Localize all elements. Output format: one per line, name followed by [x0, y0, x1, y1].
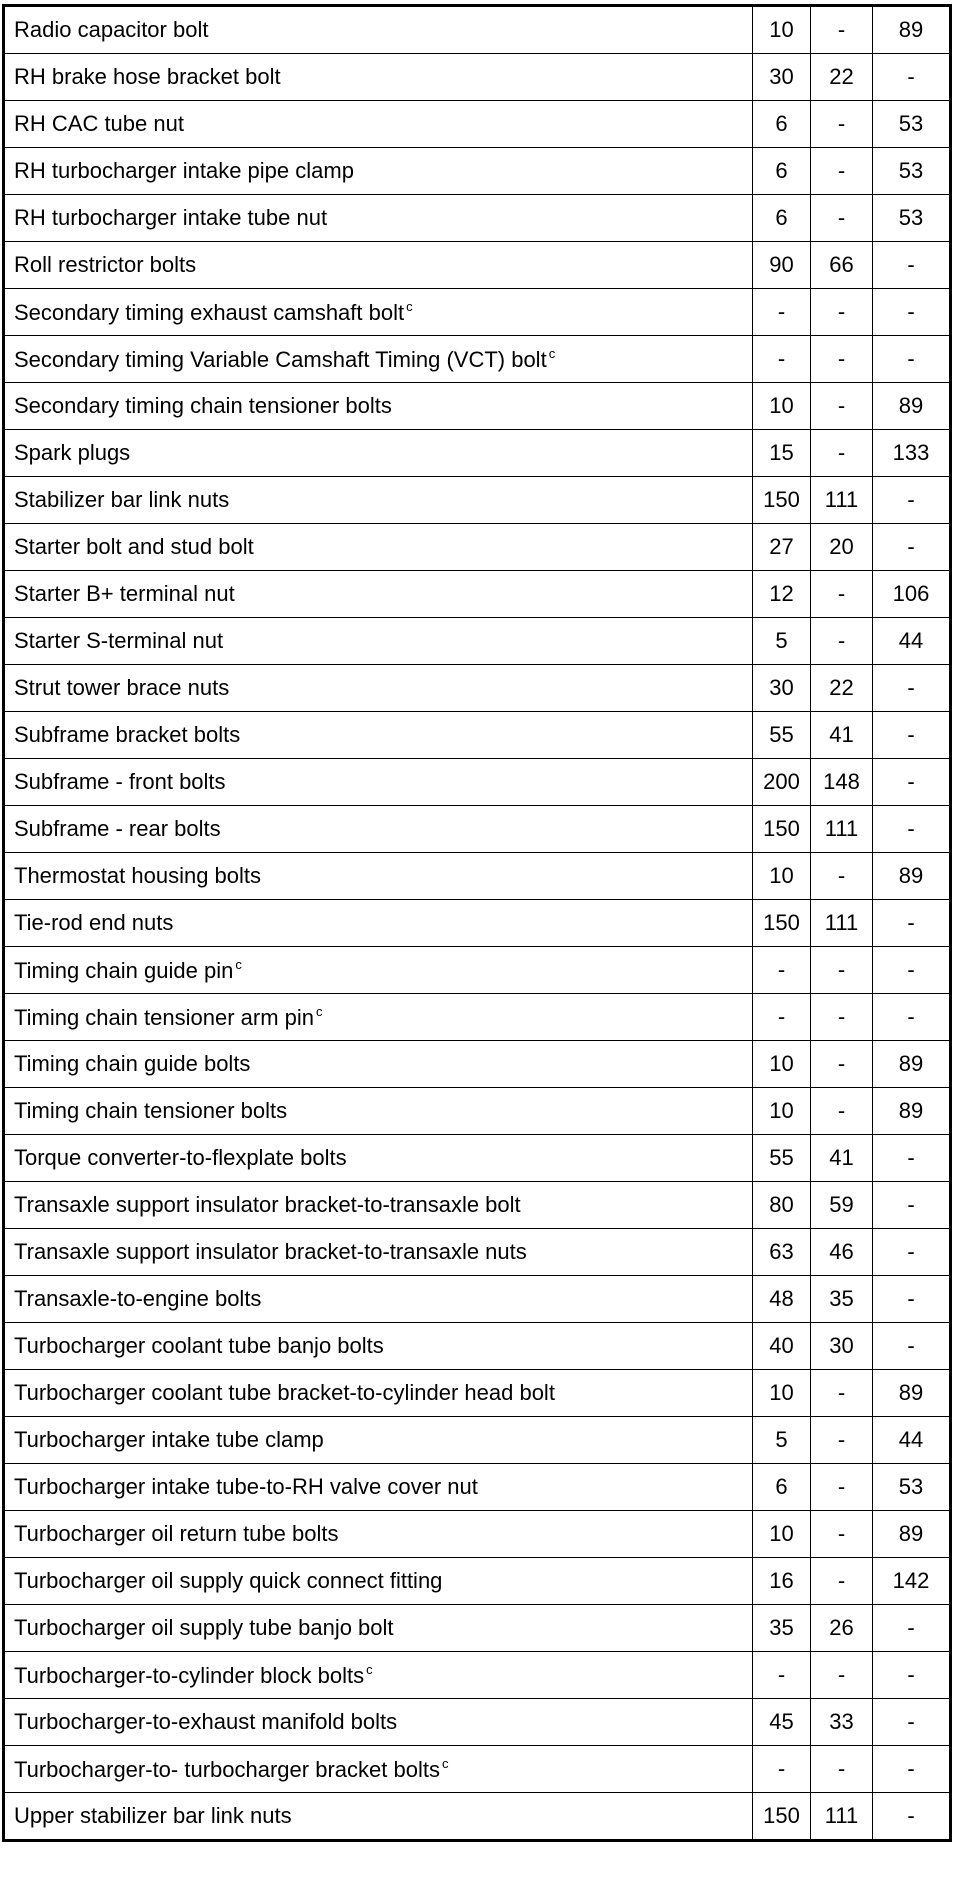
table-row — [4, 712, 951, 759]
component-name: Starter bolt and stud bolt — [14, 534, 254, 559]
torque-lbft-cell: - — [811, 994, 873, 1041]
component-cell — [4, 853, 753, 900]
torque-nm-cell: 55 — [753, 712, 811, 759]
component-cell — [4, 1464, 753, 1511]
torque-lbft-cell: - — [811, 383, 873, 430]
torque-nm-cell: 150 — [753, 806, 811, 853]
component-cell — [4, 618, 753, 665]
torque-lbft-cell: - — [811, 1088, 873, 1135]
component-name: Secondary timing Variable Camshaft Timing (VCT) bolt — [14, 347, 547, 372]
torque-lbin-cell: 106 — [873, 571, 951, 618]
component-cell — [4, 759, 753, 806]
torque-lbin-cell: - — [873, 1652, 951, 1699]
table-row — [4, 994, 951, 1041]
torque-nm-cell: 15 — [753, 430, 811, 477]
torque-nm-cell: 90 — [753, 242, 811, 289]
component-name: Tie-rod end nuts — [14, 910, 174, 935]
component-cell — [4, 1511, 753, 1558]
torque-lbft-cell: - — [811, 571, 873, 618]
torque-lbin-cell: - — [873, 759, 951, 806]
component-name: Starter B+ terminal nut — [14, 581, 235, 606]
torque-lbin-cell: - — [873, 524, 951, 571]
table-row — [4, 54, 951, 101]
table-row — [4, 1276, 951, 1323]
torque-lbft-cell: - — [811, 336, 873, 383]
table-row — [4, 1088, 951, 1135]
component-name: Subframe - front bolts — [14, 769, 226, 794]
torque-lbft-cell: 41 — [811, 1135, 873, 1182]
table-row — [4, 900, 951, 947]
component-cell — [4, 101, 753, 148]
component-name: Torque converter-to-flexplate bolts — [14, 1145, 347, 1170]
torque-lbin-cell: - — [873, 336, 951, 383]
torque-lbft-cell: 33 — [811, 1699, 873, 1746]
torque-lbft-cell: - — [811, 195, 873, 242]
torque-nm-cell: 30 — [753, 54, 811, 101]
torque-lbft-cell: - — [811, 1652, 873, 1699]
torque-lbft-cell: - — [811, 430, 873, 477]
torque-lbft-cell: - — [811, 1558, 873, 1605]
component-name: RH turbocharger intake pipe clamp — [14, 158, 354, 183]
torque-lbft-cell: 111 — [811, 477, 873, 524]
table-row — [4, 1558, 951, 1605]
torque-nm-cell: 80 — [753, 1182, 811, 1229]
torque-nm-cell: 6 — [753, 101, 811, 148]
torque-lbin-cell: - — [873, 54, 951, 101]
torque-nm-cell: 10 — [753, 383, 811, 430]
component-cell — [4, 1417, 753, 1464]
torque-lbft-cell: 111 — [811, 1793, 873, 1841]
torque-lbft-cell: - — [811, 1746, 873, 1793]
component-cell — [4, 900, 753, 947]
table-row — [4, 618, 951, 665]
torque-lbft-cell: - — [811, 947, 873, 994]
torque-lbin-cell: - — [873, 665, 951, 712]
torque-lbft-cell: - — [811, 1511, 873, 1558]
component-name: Radio capacitor bolt — [14, 17, 209, 42]
component-name: Transaxle-to-engine bolts — [14, 1286, 262, 1311]
torque-nm-cell: 150 — [753, 900, 811, 947]
torque-lbin-cell: 44 — [873, 1417, 951, 1464]
torque-lbft-cell: 20 — [811, 524, 873, 571]
component-name: Turbocharger oil supply tube banjo bolt — [14, 1615, 394, 1640]
component-name: Turbocharger-to-cylinder block bolts — [14, 1663, 365, 1688]
torque-lbin-cell: - — [873, 242, 951, 289]
table-row — [4, 6, 951, 54]
table-row — [4, 1417, 951, 1464]
torque-lbin-cell: 53 — [873, 101, 951, 148]
component-cell — [4, 712, 753, 759]
table-row — [4, 242, 951, 289]
component-cell — [4, 54, 753, 101]
component-cell — [4, 524, 753, 571]
component-name: Timing chain guide pin — [14, 958, 234, 983]
torque-nm-cell: - — [753, 994, 811, 1041]
torque-nm-cell: 5 — [753, 618, 811, 665]
component-cell — [4, 289, 753, 336]
component-name: Subframe bracket bolts — [14, 722, 241, 747]
table-row — [4, 1652, 951, 1699]
table-row — [4, 665, 951, 712]
torque-lbft-cell: - — [811, 289, 873, 336]
table-row — [4, 524, 951, 571]
table-row — [4, 430, 951, 477]
table-row — [4, 1370, 951, 1417]
component-name: Turbocharger-to- turbocharger bracket bolts — [14, 1757, 440, 1782]
torque-lbin-cell: - — [873, 1746, 951, 1793]
table-row — [4, 759, 951, 806]
component-cell — [4, 1229, 753, 1276]
component-cell — [4, 665, 753, 712]
torque-lbin-cell: - — [873, 1699, 951, 1746]
component-cell — [4, 1323, 753, 1370]
torque-lbft-cell: - — [811, 1370, 873, 1417]
torque-nm-cell: 10 — [753, 1511, 811, 1558]
torque-lbft-cell: 148 — [811, 759, 873, 806]
torque-nm-cell: 45 — [753, 1699, 811, 1746]
footnote-marker: c — [441, 1756, 449, 1771]
component-cell — [4, 1276, 753, 1323]
component-name: Subframe - rear bolts — [14, 816, 221, 841]
component-name: Turbocharger oil supply quick connect fitting — [14, 1568, 443, 1593]
torque-lbin-cell: - — [873, 1182, 951, 1229]
table-row — [4, 806, 951, 853]
torque-lbft-cell: 26 — [811, 1605, 873, 1652]
component-cell — [4, 148, 753, 195]
component-cell — [4, 1370, 753, 1417]
torque-nm-cell: 5 — [753, 1417, 811, 1464]
component-name: Upper stabilizer bar link nuts — [14, 1803, 292, 1828]
component-name: Thermostat housing bolts — [14, 863, 262, 888]
table-row — [4, 148, 951, 195]
torque-nm-cell: 10 — [753, 6, 811, 54]
component-name: Turbocharger coolant tube banjo bolts — [14, 1333, 384, 1358]
component-cell — [4, 1746, 753, 1793]
torque-lbin-cell: 53 — [873, 148, 951, 195]
component-cell — [4, 242, 753, 289]
torque-nm-cell: 55 — [753, 1135, 811, 1182]
component-cell — [4, 383, 753, 430]
torque-lbft-cell: - — [811, 1417, 873, 1464]
torque-nm-cell: 63 — [753, 1229, 811, 1276]
table-row — [4, 1699, 951, 1746]
torque-lbin-cell: 89 — [873, 853, 951, 900]
table-row — [4, 1229, 951, 1276]
component-cell — [4, 994, 753, 1041]
torque-nm-cell: 30 — [753, 665, 811, 712]
table-row — [4, 571, 951, 618]
component-cell — [4, 1652, 753, 1699]
torque-nm-cell: 10 — [753, 1088, 811, 1135]
torque-lbin-cell: 133 — [873, 430, 951, 477]
component-cell — [4, 571, 753, 618]
footnote-marker: c — [316, 1004, 323, 1019]
torque-lbft-cell: 22 — [811, 54, 873, 101]
torque-lbft-cell: 30 — [811, 1323, 873, 1370]
torque-nm-cell: - — [753, 289, 811, 336]
torque-lbft-cell: 46 — [811, 1229, 873, 1276]
table-row — [4, 1605, 951, 1652]
torque-nm-cell: 48 — [753, 1276, 811, 1323]
torque-lbin-cell: - — [873, 1229, 951, 1276]
torque-lbin-cell: - — [873, 806, 951, 853]
table-row — [4, 1135, 951, 1182]
torque-lbin-cell: - — [873, 1605, 951, 1652]
torque-spec-rows — [4, 6, 951, 1841]
table-row — [4, 101, 951, 148]
footnote-marker: c — [366, 1662, 373, 1677]
component-name: RH brake hose bracket bolt — [14, 64, 281, 89]
table-row — [4, 1511, 951, 1558]
table-row — [4, 1464, 951, 1511]
table-row — [4, 947, 951, 994]
torque-nm-cell: 10 — [753, 1370, 811, 1417]
component-cell — [4, 1135, 753, 1182]
component-cell — [4, 6, 753, 54]
component-name: Strut tower brace nuts — [14, 675, 230, 700]
torque-nm-cell: 200 — [753, 759, 811, 806]
torque-lbin-cell: - — [873, 1135, 951, 1182]
torque-lbft-cell: - — [811, 853, 873, 900]
component-name: Secondary timing chain tensioner bolts — [14, 393, 392, 418]
torque-nm-cell: 27 — [753, 524, 811, 571]
torque-lbft-cell: 41 — [811, 712, 873, 759]
torque-nm-cell: 6 — [753, 195, 811, 242]
table-row — [4, 477, 951, 524]
torque-lbft-cell: 111 — [811, 806, 873, 853]
component-cell — [4, 1182, 753, 1229]
torque-nm-cell: - — [753, 1652, 811, 1699]
torque-lbin-cell: - — [873, 994, 951, 1041]
torque-lbft-cell: 35 — [811, 1276, 873, 1323]
component-cell — [4, 1605, 753, 1652]
component-cell — [4, 1088, 753, 1135]
torque-lbin-cell: - — [873, 1793, 951, 1841]
component-name: Starter S-terminal nut — [14, 628, 224, 653]
component-name: Timing chain guide bolts — [14, 1051, 251, 1076]
torque-nm-cell: - — [753, 336, 811, 383]
torque-lbin-cell: - — [873, 712, 951, 759]
table-row — [4, 1323, 951, 1370]
component-name: Secondary timing exhaust camshaft bolt — [14, 300, 405, 325]
component-cell — [4, 806, 753, 853]
torque-lbin-cell: - — [873, 1276, 951, 1323]
component-name: Timing chain tensioner bolts — [14, 1098, 288, 1123]
torque-lbin-cell: 53 — [873, 195, 951, 242]
torque-lbin-cell: - — [873, 289, 951, 336]
torque-nm-cell: 150 — [753, 477, 811, 524]
component-name: Turbocharger coolant tube bracket-to-cylinder head bolt — [14, 1380, 555, 1405]
component-cell — [4, 195, 753, 242]
footnote-marker: c — [235, 957, 242, 972]
table-row — [4, 1182, 951, 1229]
torque-nm-cell: 10 — [753, 1041, 811, 1088]
torque-lbft-cell: - — [811, 1041, 873, 1088]
torque-nm-cell: 12 — [753, 571, 811, 618]
component-name: Timing chain tensioner arm pin — [14, 1005, 314, 1030]
torque-nm-cell: 35 — [753, 1605, 811, 1652]
torque-lbft-cell: 22 — [811, 665, 873, 712]
torque-nm-cell: 40 — [753, 1323, 811, 1370]
component-cell — [4, 1558, 753, 1605]
torque-lbin-cell: 89 — [873, 1511, 951, 1558]
footnote-marker: c — [548, 346, 556, 361]
torque-lbft-cell: 59 — [811, 1182, 873, 1229]
torque-nm-cell: 16 — [753, 1558, 811, 1605]
component-cell — [4, 1793, 753, 1841]
torque-nm-cell: 150 — [753, 1793, 811, 1841]
torque-lbin-cell: - — [873, 477, 951, 524]
component-name: Turbocharger-to-exhaust manifold bolts — [14, 1709, 398, 1734]
torque-lbft-cell: - — [811, 6, 873, 54]
component-cell — [4, 430, 753, 477]
component-name: Transaxle support insulator bracket-to-transaxle nuts — [14, 1239, 527, 1264]
torque-nm-cell: - — [753, 947, 811, 994]
component-cell — [4, 336, 753, 383]
component-name: Roll restrictor bolts — [14, 252, 197, 277]
table-row — [4, 1793, 951, 1841]
table-row — [4, 1041, 951, 1088]
torque-lbin-cell: 142 — [873, 1558, 951, 1605]
torque-spec-table — [2, 4, 952, 1842]
table-row — [4, 195, 951, 242]
torque-lbft-cell: - — [811, 1464, 873, 1511]
torque-lbin-cell: 89 — [873, 383, 951, 430]
torque-lbin-cell: - — [873, 947, 951, 994]
component-name: RH turbocharger intake tube nut — [14, 205, 328, 230]
table-row — [4, 336, 951, 383]
torque-lbin-cell: 53 — [873, 1464, 951, 1511]
component-name: Turbocharger intake tube-to-RH valve cover nut — [14, 1474, 478, 1499]
torque-lbft-cell: - — [811, 148, 873, 195]
component-cell — [4, 947, 753, 994]
torque-lbin-cell: - — [873, 1323, 951, 1370]
torque-lbin-cell: 89 — [873, 6, 951, 54]
footnote-marker: c — [406, 299, 413, 314]
table-row — [4, 289, 951, 336]
component-name: Transaxle support insulator bracket-to-transaxle bolt — [14, 1192, 521, 1217]
torque-lbin-cell: 89 — [873, 1041, 951, 1088]
component-name: Spark plugs — [14, 440, 131, 465]
torque-lbft-cell: 66 — [811, 242, 873, 289]
torque-lbin-cell: 89 — [873, 1088, 951, 1135]
torque-lbin-cell: 44 — [873, 618, 951, 665]
torque-lbin-cell: - — [873, 900, 951, 947]
torque-nm-cell: 6 — [753, 148, 811, 195]
torque-lbft-cell: 111 — [811, 900, 873, 947]
component-name: Turbocharger intake tube clamp — [14, 1427, 324, 1452]
table-row — [4, 383, 951, 430]
component-name: Stabilizer bar link nuts — [14, 487, 230, 512]
component-cell — [4, 477, 753, 524]
torque-nm-cell: - — [753, 1746, 811, 1793]
component-name: RH CAC tube nut — [14, 111, 184, 136]
table-row — [4, 1746, 951, 1793]
component-name: Turbocharger oil return tube bolts — [14, 1521, 339, 1546]
torque-nm-cell: 6 — [753, 1464, 811, 1511]
torque-nm-cell: 10 — [753, 853, 811, 900]
component-cell — [4, 1041, 753, 1088]
torque-lbft-cell: - — [811, 101, 873, 148]
component-cell — [4, 1699, 753, 1746]
table-row — [4, 853, 951, 900]
torque-lbft-cell: - — [811, 618, 873, 665]
torque-lbin-cell: 89 — [873, 1370, 951, 1417]
